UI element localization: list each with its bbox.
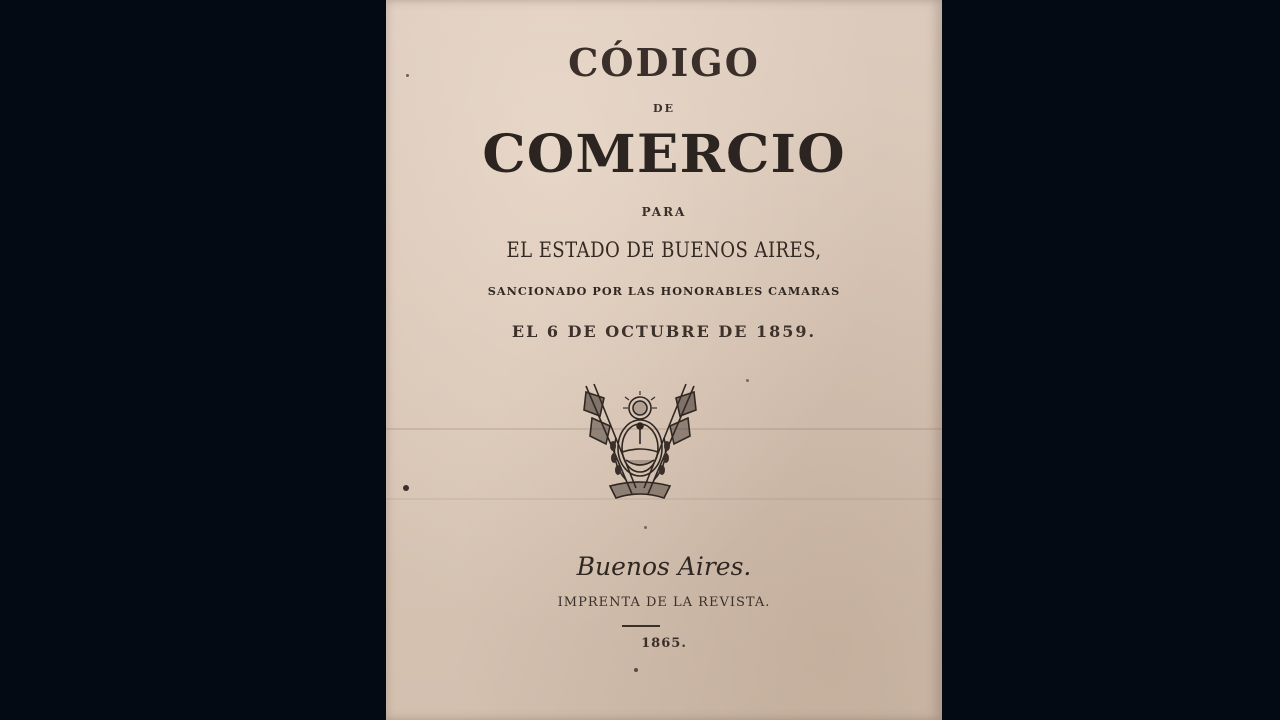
- title-codigo: CÓDIGO: [568, 40, 760, 85]
- paper-speck: [644, 526, 647, 529]
- paper-speck: [403, 485, 409, 491]
- city-line: Buenos Aires.: [576, 552, 752, 581]
- title-comercio: COMERCIO: [482, 124, 846, 185]
- connector-para: PARA: [641, 205, 687, 219]
- book-title-page: [386, 0, 942, 720]
- sanction-line: SANCIONADO POR LAS HONORABLES CAMARAS: [487, 285, 841, 298]
- jurisdiction-line: EL ESTADO DE BUENOS AIRES,: [506, 238, 822, 262]
- divider-rule: [622, 625, 660, 627]
- paper-speck: [746, 379, 749, 382]
- paper-speck: [634, 668, 638, 672]
- paper-speck: [406, 74, 409, 77]
- connector-de: DE: [653, 102, 675, 115]
- year-line: 1865.: [641, 636, 687, 651]
- printer-line: IMPRENTA DE LA REVISTA.: [557, 595, 771, 610]
- date-line: EL 6 DE OCTUBRE DE 1859.: [511, 322, 817, 341]
- coat-of-arms-icon: [580, 382, 700, 504]
